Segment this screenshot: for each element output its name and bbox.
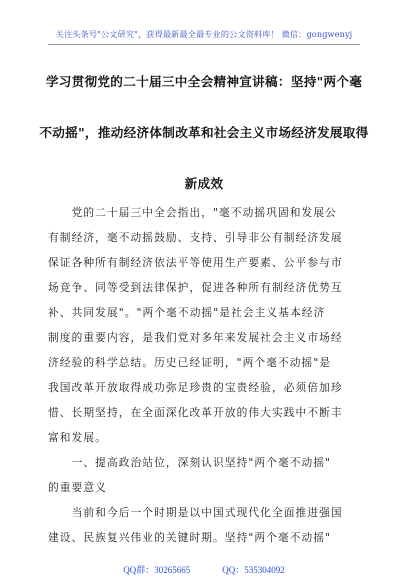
footer-qq-number: QQ：535304092	[222, 565, 285, 575]
body-line: 济经验的科学总结。历史已经证明，"两个毫不动摇"是	[48, 356, 332, 369]
body-line: 场竞争、同等受到法律保护，促进各种所有制经济优势互	[48, 281, 343, 294]
document-title-line-2: 不动摇"，推动经济体制改革和社会主义市场经济发展取得	[39, 125, 369, 140]
header-banner: 关注头条号"公文研究"，获得最新最全最专业的公文资料库！ 微信：gongwenyj	[55, 29, 353, 39]
body-line: 党的二十届三中全会指出，"毫不动摇巩固和发展公	[48, 206, 337, 219]
body-line: 当前和今后一个时期是以中国式现代化全面推进强国	[48, 506, 343, 519]
section-heading-line: 的重要意义	[48, 481, 107, 494]
body-line: 我国改革开放取得成功弥足珍贵的宝贵经验，必须倍加珍	[48, 381, 343, 394]
body-line: 补、共同发展"。"两个毫不动摇"是社会主义基本经济	[48, 306, 326, 319]
document-title-line-1: 学习贯彻党的二十届三中全会精神宣讲稿：坚持"两个毫	[45, 74, 363, 89]
body-line: 保证各种所有制经济依法平等使用生产要素、公平参与市	[48, 256, 343, 269]
header-divider	[48, 44, 360, 45]
body-line: 有制经济，毫不动摇鼓励、支持、引导非公有制经济发展	[48, 231, 343, 244]
footer-contact	[0, 563, 408, 576]
document-title-line-3: 新成效	[184, 176, 224, 191]
section-heading-line: 一、提高政治站位，深刻认识坚持"两个毫不动摇"	[48, 456, 332, 469]
body-line: 制度的重要内容，是我们党对多年来发展社会主义市场经	[48, 331, 343, 344]
body-line: 富和发展。	[48, 431, 107, 444]
body-line: 惜、长期坚持，在全面深化改革开放的伟大实践中不断丰	[48, 406, 343, 419]
body-line: 建设、民族复兴伟业的关键时期。坚持"两个毫不动摇"	[48, 531, 332, 544]
footer-qq-group: QQ群：30265665	[123, 565, 191, 575]
